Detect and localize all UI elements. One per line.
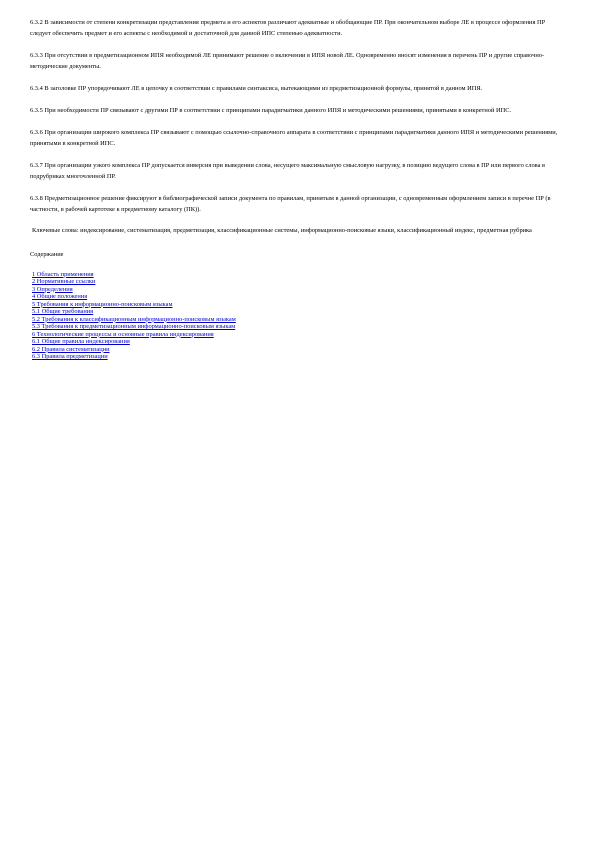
toc-item: [30, 271, 566, 279]
table-of-contents: [30, 271, 566, 361]
toc-link-indexing-rules[interactable]: 6.1 Общие правила индексирования: [32, 338, 130, 345]
paragraph-6-3-2: 6.3.2 В зависимости от степени конкретизации представления предмета и его аспектов различают адекватные и обобщающие ПР. При окончательном выборе ЛЕ в процессе оформления ПР следует обеспечить предмет и его аспекты с необходимой и достаточной для данной ИПС степенью адекватности.: [30, 19, 546, 37]
toc-item: [30, 278, 566, 286]
toc-item: [30, 316, 566, 324]
paragraph-6-3-5: 6.3.5 При необходимости ПР связывают с другими ПР в соответствии с принципами парадигматики данного ИПЯ и методическими решениями, принятыми в конкретной ИПС.: [30, 107, 512, 114]
toc-item: [30, 323, 566, 331]
toc-link-normative-references[interactable]: 2 Нормативные ссылки: [32, 278, 96, 285]
toc-item: [30, 331, 566, 339]
toc-link-subject-indexing-rules[interactable]: 6.3 Правила предметизации: [32, 353, 108, 360]
paragraph-6-3-8: 6.3.8 Предметизационное решение фиксируют в библиографической записи документа по правилам, принятым в данной организации, с одновременным оформлением записи в перечне ПР (в частности, в рабочей картотеке к предметному каталогу (ПК)).: [30, 195, 551, 213]
toc-link-general-provisions[interactable]: 4 Общие положения: [32, 293, 88, 300]
toc-link-technological-processes[interactable]: 6 Технологические процессы и основные правила индексирования: [32, 330, 214, 338]
contents-heading: Содержание: [30, 250, 64, 258]
toc-link-general-requirements[interactable]: 5.1 Общие требования: [32, 308, 94, 315]
toc-item: [30, 308, 566, 316]
toc-link-scope[interactable]: 1 Область применения: [32, 270, 94, 278]
toc-item: [30, 286, 566, 294]
paragraph-6-3-3: 6.3.3 При отсутствии в предметизационном ИПЯ необходимой ЛЕ принимают решение о включении в ИПЯ новой ЛЕ. Одновременно вносят изменения в перечень ПР и другие справочно-методические документы.: [30, 52, 545, 70]
toc-item: [30, 353, 566, 361]
toc-item: [30, 293, 566, 301]
document-page: [30, 17, 566, 361]
toc-item: [30, 338, 566, 346]
toc-item: [30, 301, 566, 309]
toc-link-classification-languages[interactable]: 5.2 Требования к классификационным информационно-поисковым языкам: [32, 315, 236, 323]
paragraph-6-3-6: 6.3.6 При организации широкого комплекса ПР связывают с помощью ссылочно-справочного аппарата в соответствии с принципами парадигматики данного ИПЯ и методическими решениями, принятыми в конкретной ИПС.: [30, 129, 558, 147]
toc-link-language-requirements[interactable]: 5 Требования к информационно-поисковым языкам: [32, 300, 173, 308]
toc-link-systematization-rules[interactable]: 6.2 Правила систематизации: [32, 345, 110, 353]
toc-item: [30, 346, 566, 354]
keywords-text: Ключевые слова: индексирование, систематизация, предметизация, классификационные системы, информационно-поисковые языки, классификационный индекс, предметная рубрика: [32, 227, 532, 234]
toc-link-subject-languages[interactable]: 5.3 Требования к предметизационным информационно-поисковым языкам: [32, 323, 236, 330]
paragraph-6-3-4: 6.3.4 В заголовке ПР упорядочивают ЛЕ в цепочку в соответствии с правилами синтаксиса, вытекающими из предметизационной формулы, принятой в данном ИПЯ.: [30, 85, 483, 92]
toc-link-definitions[interactable]: 3 Определения: [32, 285, 73, 293]
paragraph-6-3-7: 6.3.7 При организации узкого комплекса ПР допускается инверсия при выведении слова, несущего максимальную смысловую нагрузку, в позицию ведущего слова в ПР или первого слова в подрубриках многочленной ПР.: [30, 162, 546, 180]
